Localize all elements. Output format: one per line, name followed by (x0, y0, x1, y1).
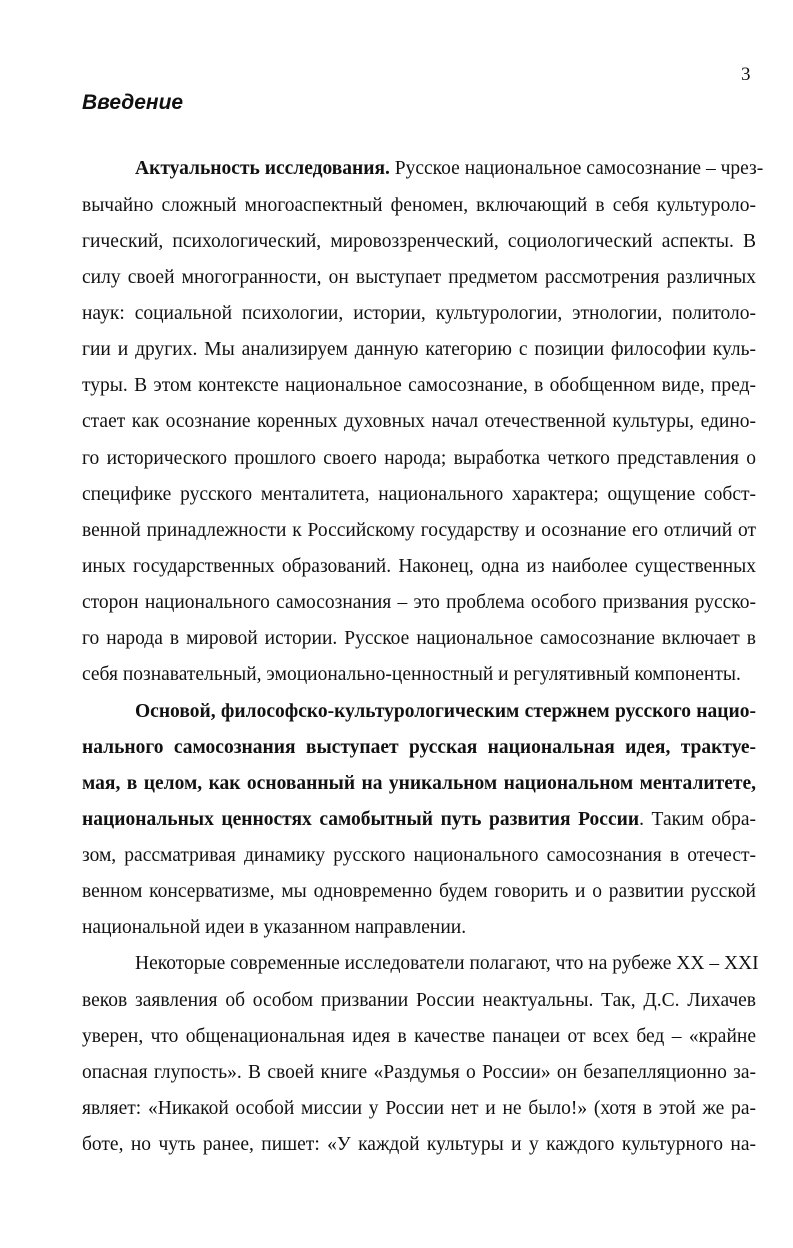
text-line: Некоторые современные исследователи полагают, что на рубеже XX – XXI (135, 953, 759, 974)
text-line: вычайно сложный многоаспектный феномен, включающий в себя культуроло- (82, 195, 756, 216)
text-line: иных государственных образований. Наконец, одна из наиболее существенных (82, 556, 756, 577)
text-line: гии и других. Мы анализируем данную категорию с позиции философии куль- (82, 339, 756, 360)
text-line: Основой, философско-культурологическим стержнем русского нацио- (135, 701, 756, 722)
text-line: силу своей многогранности, он выступает предметом рассмотрения различных (82, 267, 756, 288)
text-line: венной принадлежности к Российскому государству и осознание его отличий от (82, 520, 756, 541)
text-line: боте, но чуть ранее, пишет: «У каждой культуры и у каждого культурного на- (82, 1134, 756, 1155)
text-line: веков заявления об особом призвании России неактуальны. Так, Д.С. Лихачев (82, 990, 756, 1011)
text-line: себя познавательный, эмоционально-ценностный и регулятивный компоненты. (82, 664, 741, 685)
text-line: национальной идеи в указанном направлении. (82, 917, 467, 938)
text-line: го народа в мировой истории. Русское национальное самосознание включает в (82, 628, 756, 649)
section-heading: Введение (82, 91, 184, 114)
text-line: туры. В этом контексте национальное самосознание, в обобщенном виде, пред- (82, 375, 756, 396)
text-line: нального самосознания выступает русская национальная идея, трактуе- (82, 737, 756, 758)
text-line: наук: социальной психологии, истории, культурологии, этнологии, политоло- (82, 303, 756, 324)
text-line: опасная глупость». В своей книге «Раздумья о России» он безапелляционно за- (82, 1062, 756, 1083)
text-line: специфике русского менталитета, национального характера; ощущение собст- (82, 484, 756, 505)
text-line: являет: «Никакой особой миссии у России нет и не было!» (хотя в этой же ра- (82, 1098, 756, 1119)
text-line: национальных ценностях самобытный путь развития России. Таким обра- (82, 809, 756, 830)
text-line: венном консерватизме, мы одновременно будем говорить и о развитии русской (82, 881, 756, 902)
text-line: зом, рассматривая динамику русского национального самосознания в отечест- (82, 845, 756, 866)
text-line: го исторического прошлого своего народа; выработка четкого представления о (82, 448, 756, 469)
text-line: мая, в целом, как основанный на уникальном национальном менталитете, (82, 773, 756, 794)
text-line: гический, психологический, мировоззренческий, социологический аспекты. В (82, 231, 756, 252)
text-line: стает как осознание коренных духовных начал отечественной культуры, едино- (82, 411, 756, 432)
text-line: Актуальность исследования. Русское национальное самосознание – чрез- (135, 158, 764, 179)
text-line: сторон национального самосознания – это проблема особого призвания русско- (82, 592, 756, 613)
text-line: уверен, что общенациональная идея в качестве панацеи от всех бед – «крайне (82, 1026, 756, 1047)
page-number: 3 (741, 64, 751, 85)
